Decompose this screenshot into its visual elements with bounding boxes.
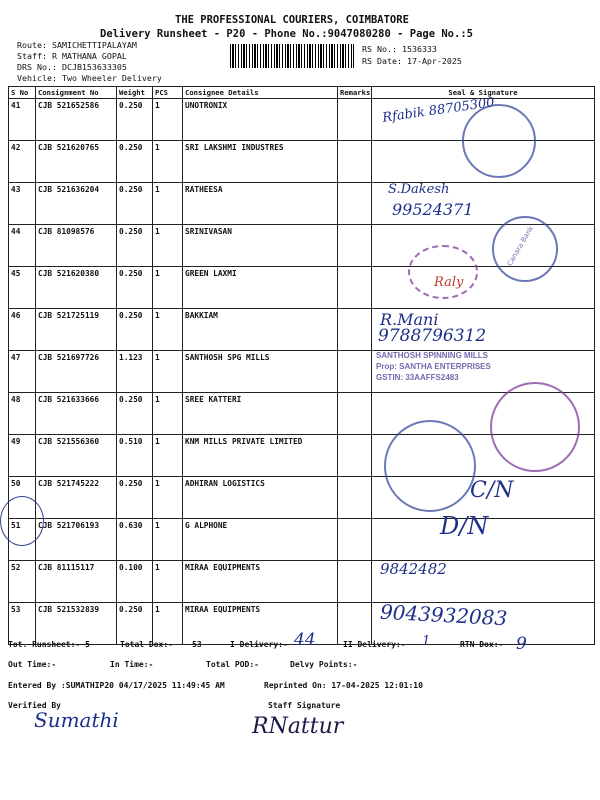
company-stamp-42 xyxy=(462,104,536,178)
row-pcs: 1 xyxy=(153,99,183,141)
row-sno: 43 xyxy=(9,183,36,225)
row-weight: 0.250 xyxy=(117,309,153,351)
row-remarks xyxy=(338,477,372,519)
delvy-points: Delvy Points:- xyxy=(290,660,358,669)
row-remarks xyxy=(338,225,372,267)
verified-by-signature: Sumathi xyxy=(34,708,119,732)
row-consignee: G ALPHONE xyxy=(183,519,338,561)
table-row xyxy=(9,351,595,393)
row-sno: 46 xyxy=(9,309,36,351)
row-weight: 0.250 xyxy=(117,267,153,309)
row-pcs: 1 xyxy=(153,309,183,351)
santhosh-stamp xyxy=(376,350,491,383)
row-consignment-no: CJB 521652586 xyxy=(36,99,117,141)
col-weight: Weight xyxy=(117,87,153,99)
in-time: In Time:- xyxy=(110,660,154,669)
row-consignment-no: CJB 521633666 xyxy=(36,393,117,435)
col-remarks: Remarks xyxy=(338,87,372,99)
row-pcs: 1 xyxy=(153,393,183,435)
route-label: Route: SAMICHETTIPALAYAM xyxy=(17,40,137,50)
table-row xyxy=(9,183,595,225)
table-row xyxy=(9,309,595,351)
row-pcs: 1 xyxy=(153,141,183,183)
company-title: THE PROFESSIONAL COURIERS, COIMBATORE xyxy=(175,14,409,26)
row-sno: 41 xyxy=(9,99,36,141)
row-weight: 0.250 xyxy=(117,477,153,519)
barcode xyxy=(230,44,354,68)
col-consignment: Consignment No xyxy=(36,87,117,99)
bank-stamp-text: Canara Bank xyxy=(505,224,536,268)
staff-signature: RNattur xyxy=(252,714,344,739)
bank-stamp xyxy=(492,216,558,282)
signature-41: Rfabik 88705300 xyxy=(381,95,496,126)
row-pcs: 1 xyxy=(153,351,183,393)
row-pcs: 1 xyxy=(153,561,183,603)
row-remarks xyxy=(338,393,372,435)
table-header-row xyxy=(9,87,595,99)
signature-46-name: R.Mani xyxy=(380,310,439,329)
reprinted-on: Reprinted On: 17-04-2025 12:01:10 xyxy=(264,681,423,690)
row-consignee: SANTHOSH SPG MILLS xyxy=(183,351,338,393)
row-pcs: 1 xyxy=(153,267,183,309)
row-pcs: 1 xyxy=(153,519,183,561)
row-consignee: MIRAA EQUIPMENTS xyxy=(183,561,338,603)
row-sno: 47 xyxy=(9,351,36,393)
total-dox-value: 53 xyxy=(192,640,202,649)
row-sno: 44 xyxy=(9,225,36,267)
row-remarks xyxy=(338,141,372,183)
verified-by-label: Verified By xyxy=(8,701,61,710)
row-remarks xyxy=(338,519,372,561)
row-weight: 0.250 xyxy=(117,393,153,435)
signature-51: D/N xyxy=(440,512,489,540)
row51-circle-mark xyxy=(0,496,44,546)
row-consignee: UNOTRONIX xyxy=(183,99,338,141)
row-sno: 49 xyxy=(9,435,36,477)
row-consignment-no: CJB 521620380 xyxy=(36,267,117,309)
row-remarks xyxy=(338,183,372,225)
vehicle-label: Vehicle: Two Wheeler Delivery xyxy=(17,73,162,83)
i-delivery-value: 44 xyxy=(294,630,316,650)
signature-43-phone: 99524371 xyxy=(392,200,474,219)
row-consignment-no: CJB 81098576 xyxy=(36,225,117,267)
row-weight: 0.250 xyxy=(117,603,153,645)
col-pcs: PCS xyxy=(153,87,183,99)
signature-43-name: S.Dakesh xyxy=(388,182,450,197)
ii-delivery-label: II Delivery:- xyxy=(343,640,406,649)
rs-date: RS Date: 17-Apr-2025 xyxy=(362,56,462,66)
row-weight: 0.100 xyxy=(117,561,153,603)
santhosh-stamp-line3: GSTIN: 33AAFFS2483 xyxy=(376,373,459,382)
row-sno: 53 xyxy=(9,603,36,645)
row-pcs: 1 xyxy=(153,603,183,645)
col-sno: S No xyxy=(9,87,36,99)
row-sno: 51 xyxy=(9,519,36,561)
row-pcs: 1 xyxy=(153,183,183,225)
staff-signature-label: Staff Signature xyxy=(268,701,341,710)
row-remarks xyxy=(338,99,372,141)
row-consignment-no: CJB 521706193 xyxy=(36,519,117,561)
row-pcs: 1 xyxy=(153,435,183,477)
row-remarks xyxy=(338,309,372,351)
rs-number: RS No.: 1536333 xyxy=(362,44,437,54)
row-sno: 50 xyxy=(9,477,36,519)
row-weight: 0.250 xyxy=(117,99,153,141)
knm-stamp xyxy=(384,420,476,512)
row-consignee: KNM MILLS PRIVATE LIMITED xyxy=(183,435,338,477)
total-dox-label: Total Dox:- xyxy=(120,640,173,649)
rtn-dox-label: RTN Dox:- xyxy=(460,640,504,649)
row-weight: 0.630 xyxy=(117,519,153,561)
signature-52: 9842482 xyxy=(380,560,447,578)
table-row xyxy=(9,561,595,603)
signature-53: 9043932083 xyxy=(379,599,508,631)
row-consignment-no: CJB 521745222 xyxy=(36,477,117,519)
col-signature: Seal & Signature xyxy=(372,87,595,99)
row-remarks xyxy=(338,603,372,645)
row-sno: 48 xyxy=(9,393,36,435)
row-sno: 42 xyxy=(9,141,36,183)
sree-katteri-stamp xyxy=(490,382,580,472)
round-stamp-45 xyxy=(408,245,478,299)
row-weight: 0.250 xyxy=(117,141,153,183)
row-weight: 0.250 xyxy=(117,225,153,267)
tot-runsheet: Tot. Runsheet:- 5 xyxy=(8,640,90,649)
row-consignee: SREE KATTERI xyxy=(183,393,338,435)
row-seal-signature xyxy=(372,225,595,267)
row-consignment-no: CJB 81115117 xyxy=(36,561,117,603)
rtn-dox-value: 9 xyxy=(516,634,527,654)
row-consignee: GREEN LAXMI xyxy=(183,267,338,309)
row-remarks xyxy=(338,435,372,477)
row-consignment-no: CJB 521620765 xyxy=(36,141,117,183)
entered-by: Entered By :SUMATHIP20 04/17/2025 11:49:45 AM xyxy=(8,681,225,690)
table-row xyxy=(9,519,595,561)
ii-delivery-value: 1 xyxy=(422,634,431,649)
row-consignee: ADHIRAN LOGISTICS xyxy=(183,477,338,519)
row-weight: 0.510 xyxy=(117,435,153,477)
row-remarks xyxy=(338,267,372,309)
row-consignee: RATHEESA xyxy=(183,183,338,225)
signature-50: C/N xyxy=(470,478,514,503)
row-seal-signature xyxy=(372,267,595,309)
row-consignee: SRI LAKSHMI INDUSTRES xyxy=(183,141,338,183)
i-delivery-label: I Delivery:- xyxy=(230,640,288,649)
row-pcs: 1 xyxy=(153,477,183,519)
row-weight: 0.250 xyxy=(117,183,153,225)
row-consignment-no: CJB 521556360 xyxy=(36,435,117,477)
row-remarks xyxy=(338,561,372,603)
signature-45: Raly xyxy=(434,275,464,290)
row-remarks xyxy=(338,351,372,393)
staff-label: Staff: R MATHANA GOPAL xyxy=(17,51,127,61)
row-sno: 45 xyxy=(9,267,36,309)
row-weight: 1.123 xyxy=(117,351,153,393)
row-consignment-no: CJB 521532839 xyxy=(36,603,117,645)
row-consignee: SRINIVASAN xyxy=(183,225,338,267)
santhosh-stamp-line2: Prop: SANTHA ENTERPRISES xyxy=(376,362,491,371)
row-sno: 52 xyxy=(9,561,36,603)
row-consignee: BAKKIAM xyxy=(183,309,338,351)
row-consignee: MIRAA EQUIPMENTS xyxy=(183,603,338,645)
row-consignment-no: CJB 521697726 xyxy=(36,351,117,393)
drs-label: DRS No.: DCJB153633305 xyxy=(17,62,127,72)
signature-46-phone: 9788796312 xyxy=(378,326,487,346)
row-pcs: 1 xyxy=(153,225,183,267)
row-consignment-no: CJB 521725119 xyxy=(36,309,117,351)
col-consignee: Consignee Details xyxy=(183,87,338,99)
runsheet-subtitle: Delivery Runsheet - P20 - Phone No.:9047080280 - Page No.:5 xyxy=(100,28,473,40)
santhosh-stamp-line1: SANTHOSH SPINNING MILLS xyxy=(376,351,489,360)
total-pod: Total POD:- xyxy=(206,660,259,669)
row-consignment-no: CJB 521636204 xyxy=(36,183,117,225)
out-time: Out Time:- xyxy=(8,660,57,669)
